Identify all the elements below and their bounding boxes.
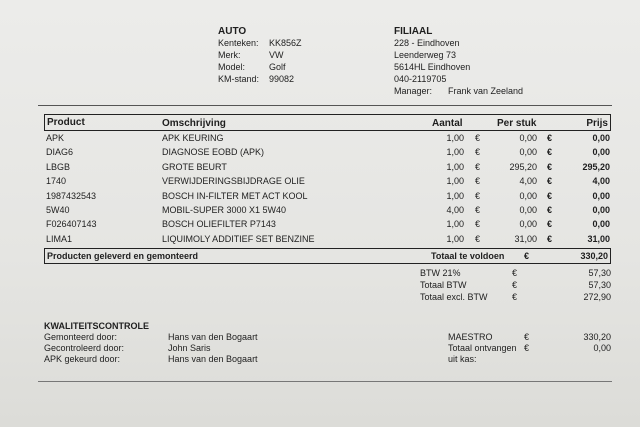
total-currency: € [524, 251, 530, 261]
row-price: 295,20 [582, 162, 610, 172]
payment-currency: € [524, 332, 530, 342]
total-value: 330,20 [580, 251, 608, 261]
received-value: 0,00 [593, 343, 611, 353]
row-currency: € [475, 205, 481, 215]
row-currency: € [547, 219, 553, 229]
vehicle-value-plate: KK856Z [269, 38, 302, 48]
excl-vat-value: 272,90 [583, 292, 611, 302]
row-currency: € [475, 133, 481, 143]
row-unit-price: 295,20 [509, 162, 537, 172]
divider [38, 105, 612, 106]
row-qty: 4,00 [446, 205, 464, 215]
payment-label: MAESTRO [448, 332, 493, 342]
row-product: 5W40 [46, 205, 70, 215]
row-qty: 1,00 [446, 176, 464, 186]
row-currency: € [547, 191, 553, 201]
vehicle-value-model: Golf [269, 62, 286, 72]
delivered-label: Producten geleverd en gemonteerd [47, 251, 199, 261]
vat-currency: € [512, 268, 518, 278]
vehicle-label-make: Merk: [218, 50, 241, 60]
row-qty: 1,00 [446, 191, 464, 201]
row-currency: € [475, 176, 481, 186]
payment-value: 330,20 [583, 332, 611, 342]
branch-line: 228 - Eindhoven [394, 38, 460, 48]
row-currency: € [475, 219, 481, 229]
row-unit-price: 0,00 [519, 191, 537, 201]
row-description: DIAGNOSE EOBD (APK) [162, 147, 265, 157]
branch-manager-label: Manager: [394, 86, 433, 96]
vehicle-label-model: Model: [218, 62, 246, 72]
quality-title: KWALITEITSCONTROLE [44, 321, 149, 331]
branch-line: Leenderweg 73 [394, 50, 457, 60]
quality-value: John Saris [168, 343, 211, 353]
row-product: 1740 [46, 176, 67, 186]
quality-value: Hans van den Bogaart [168, 354, 258, 364]
row-description: BOSCH IN-FILTER MET ACT KOOL [162, 191, 308, 201]
row-currency: € [547, 147, 553, 157]
row-price: 0,00 [592, 191, 610, 201]
received-label: Totaal ontvangen [448, 343, 517, 353]
row-price: 0,00 [592, 205, 610, 215]
row-unit-price: 0,00 [519, 219, 537, 229]
excl-vat-currency: € [512, 292, 518, 302]
row-currency: € [475, 191, 481, 201]
row-description: BOSCH OLIEFILTER P7143 [162, 219, 276, 229]
row-qty: 1,00 [446, 162, 464, 172]
vehicle-title: AUTO [218, 26, 247, 37]
row-product: F026407143 [46, 219, 97, 229]
cash-label: uit kas: [448, 354, 477, 364]
row-product: 1987432543 [46, 191, 97, 201]
header-description: Omschrijving [162, 118, 226, 129]
vat-total-label: Totaal BTW [420, 280, 467, 290]
row-currency: € [475, 234, 481, 244]
branch-line: 5614HL Eindhoven [394, 62, 471, 72]
row-currency: € [547, 234, 553, 244]
row-price: 0,00 [592, 147, 610, 157]
vehicle-value-make: VW [269, 50, 284, 60]
row-currency: € [475, 162, 481, 172]
row-qty: 1,00 [446, 133, 464, 143]
row-currency: € [547, 176, 553, 186]
total-label: Totaal te voldoen [431, 251, 505, 261]
row-product: DIAG6 [46, 147, 74, 157]
received-currency: € [524, 343, 530, 353]
vat-value: 57,30 [588, 268, 611, 278]
row-description: APK KEURING [162, 133, 224, 143]
vehicle-value-km: 99082 [269, 74, 295, 84]
header-price: Prijs [586, 118, 608, 129]
quality-label: Gemonteerd door: [44, 332, 118, 342]
divider [38, 381, 612, 382]
header-qty: Aantal [432, 118, 463, 129]
row-description: MOBIL-SUPER 3000 X1 5W40 [162, 205, 287, 215]
row-qty: 1,00 [446, 147, 464, 157]
row-unit-price: 0,00 [519, 133, 537, 143]
vehicle-label-km: KM-stand: [218, 74, 260, 84]
branch-manager-name: Frank van Zeeland [448, 86, 524, 96]
row-unit-price: 4,00 [519, 176, 537, 186]
row-unit-price: 31,00 [514, 234, 537, 244]
vat-label: BTW 21% [420, 268, 461, 278]
row-description: GROTE BEURT [162, 162, 227, 172]
row-price: 0,00 [592, 219, 610, 229]
vat-total-value: 57,30 [588, 280, 611, 290]
quality-value: Hans van den Bogaart [168, 332, 258, 342]
row-product: APK [46, 133, 65, 143]
quality-label: Gecontroleerd door: [44, 343, 125, 353]
row-unit-price: 0,00 [519, 205, 537, 215]
row-unit-price: 0,00 [519, 147, 537, 157]
vehicle-label-plate: Kenteken: [218, 38, 259, 48]
row-currency: € [547, 205, 553, 215]
row-product: LBGB [46, 162, 71, 172]
branch-title: FILIAAL [394, 26, 433, 37]
header-product: Product [47, 117, 85, 128]
row-product: LIMA1 [46, 234, 73, 244]
row-description: VERWIJDERINGSBIJDRAGE OLIE [162, 176, 305, 186]
row-currency: € [547, 162, 553, 172]
quality-label: APK gekeurd door: [44, 354, 121, 364]
vat-total-currency: € [512, 280, 518, 290]
row-currency: € [475, 147, 481, 157]
row-price: 31,00 [587, 234, 610, 244]
row-description: LIQUIMOLY ADDITIEF SET BENZINE [162, 234, 315, 244]
row-price: 4,00 [592, 176, 610, 186]
row-qty: 1,00 [446, 234, 464, 244]
header-unit-price: Per stuk [497, 118, 537, 129]
row-currency: € [547, 133, 553, 143]
branch-line: 040-2119705 [394, 74, 447, 84]
row-qty: 1,00 [446, 219, 464, 229]
row-price: 0,00 [592, 133, 610, 143]
excl-vat-label: Totaal excl. BTW [420, 292, 488, 302]
